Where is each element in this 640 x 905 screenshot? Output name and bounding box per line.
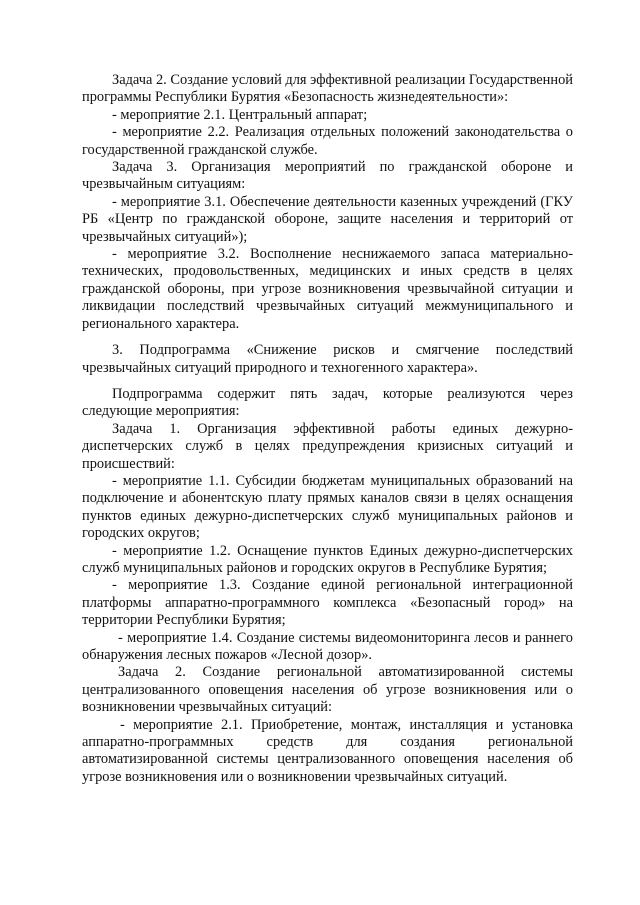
- document-body: [82, 72, 573, 786]
- measure-2-2: - мероприятие 2.2. Реализация отдельных положений законодательства о государственной гражданской службе.: [82, 124, 573, 158]
- task-2-heading: Задача 2. Создание условий для эффективной реализации Государственной программы Республики Бурятия «Безопасность жизнедеятельности»:: [82, 72, 573, 106]
- measure-1-3: - мероприятие 1.3. Создание единой региональной интеграционной платформы аппаратно-программного комплекса «Безопасный город» на территории Республики Бурятия;: [82, 577, 573, 629]
- measure-1-4: - мероприятие 1.4. Создание системы видеомониторинга лесов и раннего обнаружения лесных пожаров «Лесной дозор».: [82, 629, 573, 663]
- task-2-alert-heading: Задача 2. Создание региональной автоматизированной системы централизованного оповещения населения об угрозе возникновения или о возникновении чрезвычайных ситуаций:: [82, 664, 573, 716]
- subprogram-intro: Подпрограмма содержит пять задач, которые реализуются через следующие мероприятия:: [82, 385, 573, 420]
- measure-2-1: - мероприятие 2.1. Центральный аппарат;: [112, 106, 368, 123]
- measure-1-1: - мероприятие 1.1. Субсидии бюджетам муниципальных образований на подключение и абонентскую плату прямых каналов связи в целях оснащения пунктов единых дежурно-диспетчерских служб муниципальных районов и городских округов;: [82, 472, 573, 542]
- measure-2-1-alert: - мероприятие 2.1. Приобретение, монтаж, инсталляция и установка аппаратно-программных средств для создания региональной автоматизированной системы централизованного оповещения населения об угрозе возникновения или о возникновении чрезвычайных ситуаций.: [82, 716, 573, 785]
- task-1-heading: Задача 1. Организация эффективной работы единых дежурно-диспетчерских служб в целях предупреждения кризисных ситуаций и происшествий:: [82, 420, 573, 472]
- measure-1-2: - мероприятие 1.2. Оснащение пунктов Единых дежурно-диспетчерских служб муниципальных районов и городских округов в Республике Бурятия;: [82, 542, 573, 576]
- subprogram-3-title: 3. Подпрограмма «Снижение рисков и смягчение последствий чрезвычайных ситуаций природного и техногенного характера».: [82, 342, 573, 376]
- measure-3-2: - мероприятие 3.2. Восполнение неснижаемого запаса материально-технических, продовольственных, медицинских и иных средств в целях гражданской обороны, при угрозе возникновения чрезвычайной ситуации и ликвидации последствий чрезвычайных ситуаций межмуниципального и регионального характера.: [82, 246, 573, 332]
- task-3-heading: Задача 3. Организация мероприятий по гражданской обороне и чрезвычайным ситуациям:: [82, 159, 573, 193]
- measure-3-1: - мероприятие 3.1. Обеспечение деятельности казенных учреждений (ГКУ РБ «Центр по гражданской обороне, защите населения и территорий от чрезвычайных ситуаций»);: [82, 193, 573, 245]
